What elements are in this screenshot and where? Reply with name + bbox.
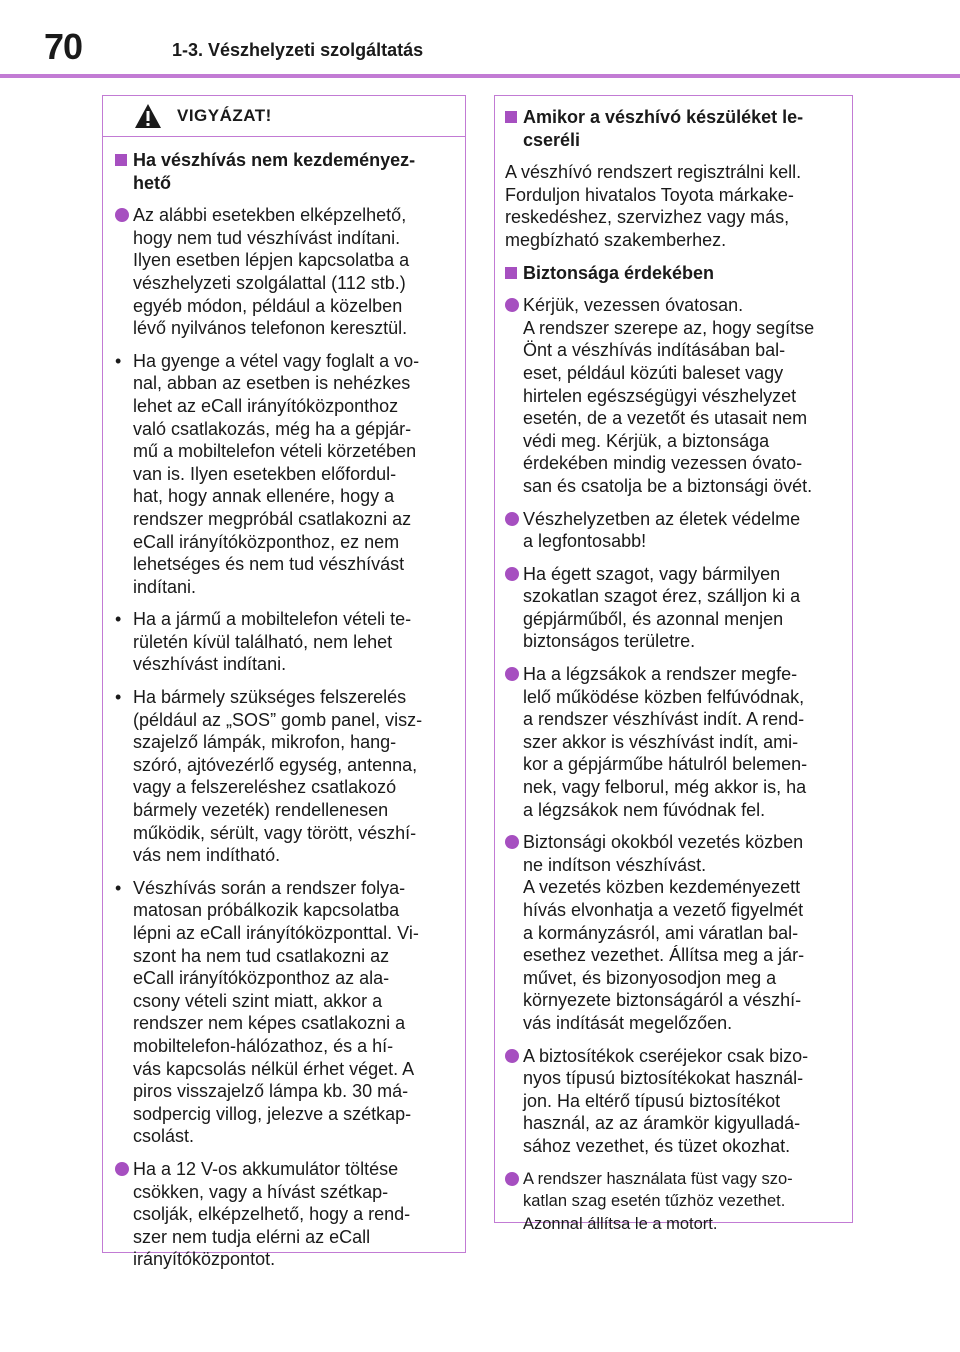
warning-subitem-text: Ha bármely szükséges felszerelés (például az „SOS” gomb panel, visz- szajelző lámpák, mikrofon, hang- szóró, ajtóvezérlő egység, antenna, vagy a felszereléshez csatlakozó bármely vezeték) rendellenesen működik, sérült, vagy törött, vészhí- vás nem indítható. — [133, 687, 423, 866]
warning-subitem — [115, 686, 451, 867]
safety-item-text: A biztosítékok cseréjekor csak bizo- nyos típusú biztosítékokat használ- jon. Ha eltérő típusú biztosítékot használ, az az áramkör kigyulladá- sához vezethet, és tüzet okozhat. — [523, 1045, 809, 1156]
page-header — [0, 0, 960, 80]
warning-subitem — [115, 877, 451, 1148]
page-number: 70 — [44, 26, 83, 67]
safety-item-text: Ha égett szagot, vagy bármilyen szokatlan szagot érez, szálljon ki a gépjárműből, és azonnal menjen biztonságos területre. — [523, 563, 801, 652]
warning-item-text: Az alábbi esetekben elképzelhető, hogy nem tud vészhívást indítani. Ilyen esetben lépjen kapcsolatba a vészhelyzeti szolgálattal (112 stb.) egyéb módon, például a közelben lévő nyilvános telefonon keresztül. — [133, 205, 410, 339]
warning-content — [103, 137, 465, 1271]
warning-box — [102, 95, 466, 1270]
safety-item-text: Vészhelyzetben az életek védelme a legfontosabb! — [523, 508, 801, 552]
warning-header — [103, 96, 465, 137]
bullet-mark: • — [115, 350, 122, 371]
safety-item — [505, 294, 840, 497]
circle-bullet-icon — [505, 667, 519, 681]
circle-bullet-icon — [505, 1049, 519, 1063]
warning-subitem — [115, 350, 451, 599]
safety-item — [505, 663, 840, 821]
circle-bullet-icon — [505, 1172, 519, 1186]
registration-paragraph — [505, 161, 840, 251]
safety-item-text: Kérjük, vezessen óvatosan. A rendszer szerepe az, hogy segítse Önt a vészhívás indításában bal- eset, például közúti baleset vagy hirtelen egészségügyi vészhelyzet esetén, de a vezetőt és utasait nem védi meg. Kérjük, a biztonsága érdekében mindig vezessen óvato- san és csatolja be a biztonsági övét. — [523, 295, 815, 496]
replacement-heading — [505, 106, 840, 151]
warning-item-text: Ha a 12 V-os akkumulátor töltése csökken, vagy a hívást szétkap- csolják, elképzelhető, hogy a rend- szer nem tudja elérni az eCall irányítóközpontot. — [133, 1158, 411, 1270]
safety-item-text: Biztonsági okokból vezetés közben ne indítson vészhívást. A vezetés közben kezdeményezett hívás elvonhatja a vezető figyelmét a kormányzásról, ami váratlan bal- esethez vezethet. Állítsa meg a jár- művet, és bizonyosodjon meg a környezete biztonságáról a vészhí- vás indítását megelőzően. — [523, 832, 805, 1033]
circle-bullet-icon — [115, 208, 129, 222]
warning-item — [115, 204, 451, 340]
circle-bullet-icon — [505, 512, 519, 526]
square-bullet-icon — [505, 111, 517, 123]
warning-heading-text: Ha vészhívás nem kezdeményez- hető — [133, 150, 416, 193]
safety-item — [505, 831, 840, 1034]
warning-subitem-text: Vészhívás során a rendszer folya- matosan próbálkozik kapcsolatba lépni az eCall irányítóközponttal. Vi- szont ha nem tud csatlakozni az eCall irányítóközponthoz az ala- csony vételi szint miatt, akkor a rendszer nem képes csatlakozni a mobiltelefon-hálózathoz, és a hí- vás kapcsolás nélkül érhet véget. A piros visszajelző lámpa kb. 30 má- sodpercig villog, jelezve a szétkap- csolást. — [133, 877, 419, 1147]
warning-title: VIGYÁZAT! — [177, 106, 272, 125]
bullet-mark: • — [115, 609, 122, 630]
warning-heading — [115, 149, 451, 194]
safety-item — [505, 1168, 840, 1236]
safety-item — [505, 508, 840, 553]
safety-item-text: A rendszer használata füst vagy szo- katlan szag esetén tűzhöz vezethet. Azonnal állítsa le a motort. — [523, 1169, 793, 1233]
bullet-mark: • — [115, 687, 122, 708]
header-divider — [0, 74, 960, 78]
circle-bullet-icon — [505, 298, 519, 312]
safety-item-text: Ha a légzsákok a rendszer megfe- lelő működése közben felfúvódnak, a rendszer vészhívást indít. A rend- szer akkor is vészhívást indít, ami- kor a gépjárműbe hátulról belemen- nek, vagy felborul, még akkor is, ha a légzsákok nem fúvódnak fel. — [523, 664, 808, 820]
circle-bullet-icon — [115, 1162, 129, 1176]
info-content — [495, 96, 852, 1235]
section-title: 1-3. Vészhelyzeti szolgáltatás — [172, 40, 424, 60]
replacement-heading-text: Amikor a vészhívó készüléket le- cseréli — [523, 107, 804, 150]
warning-subitem — [115, 608, 451, 676]
info-box — [494, 95, 853, 1233]
square-bullet-icon — [505, 267, 517, 279]
warning-triangle-icon — [133, 102, 163, 130]
square-bullet-icon — [115, 154, 127, 166]
safety-item — [505, 1045, 840, 1158]
safety-heading-text: Biztonsága érdekében — [523, 262, 715, 283]
safety-item — [505, 563, 840, 653]
warning-item — [115, 1158, 451, 1271]
registration-text: A vészhívó rendszert regisztrálni kell. Forduljon hivatalos Toyota márkake- reskedéshez, szervizhez vagy más, megbízható szakemberhez. — [505, 162, 802, 250]
circle-bullet-icon — [505, 567, 519, 581]
bullet-mark: • — [115, 877, 122, 898]
warning-subitem-text: Ha gyenge a vétel vagy foglalt a vo- nal, abban az esetben is nehézkes lehet az eCall irányítóközponthoz való csatlakozás, még ha a gépjár- mű a mobiltelefon vételi körzetében van is. Ilyen esetekben előfordul- hat, hogy annak ellenére, hogy a rendszer megpróbál csatlakozni az eCall irányítóközponthoz, ez nem lehetséges és nem tud vészhívást indítani. — [133, 350, 420, 597]
warning-subitem-text: Ha a jármű a mobiltelefon vételi te- rületén kívül található, nem lehet vészhívást indítani. — [133, 609, 412, 675]
safety-heading — [505, 262, 840, 285]
circle-bullet-icon — [505, 835, 519, 849]
